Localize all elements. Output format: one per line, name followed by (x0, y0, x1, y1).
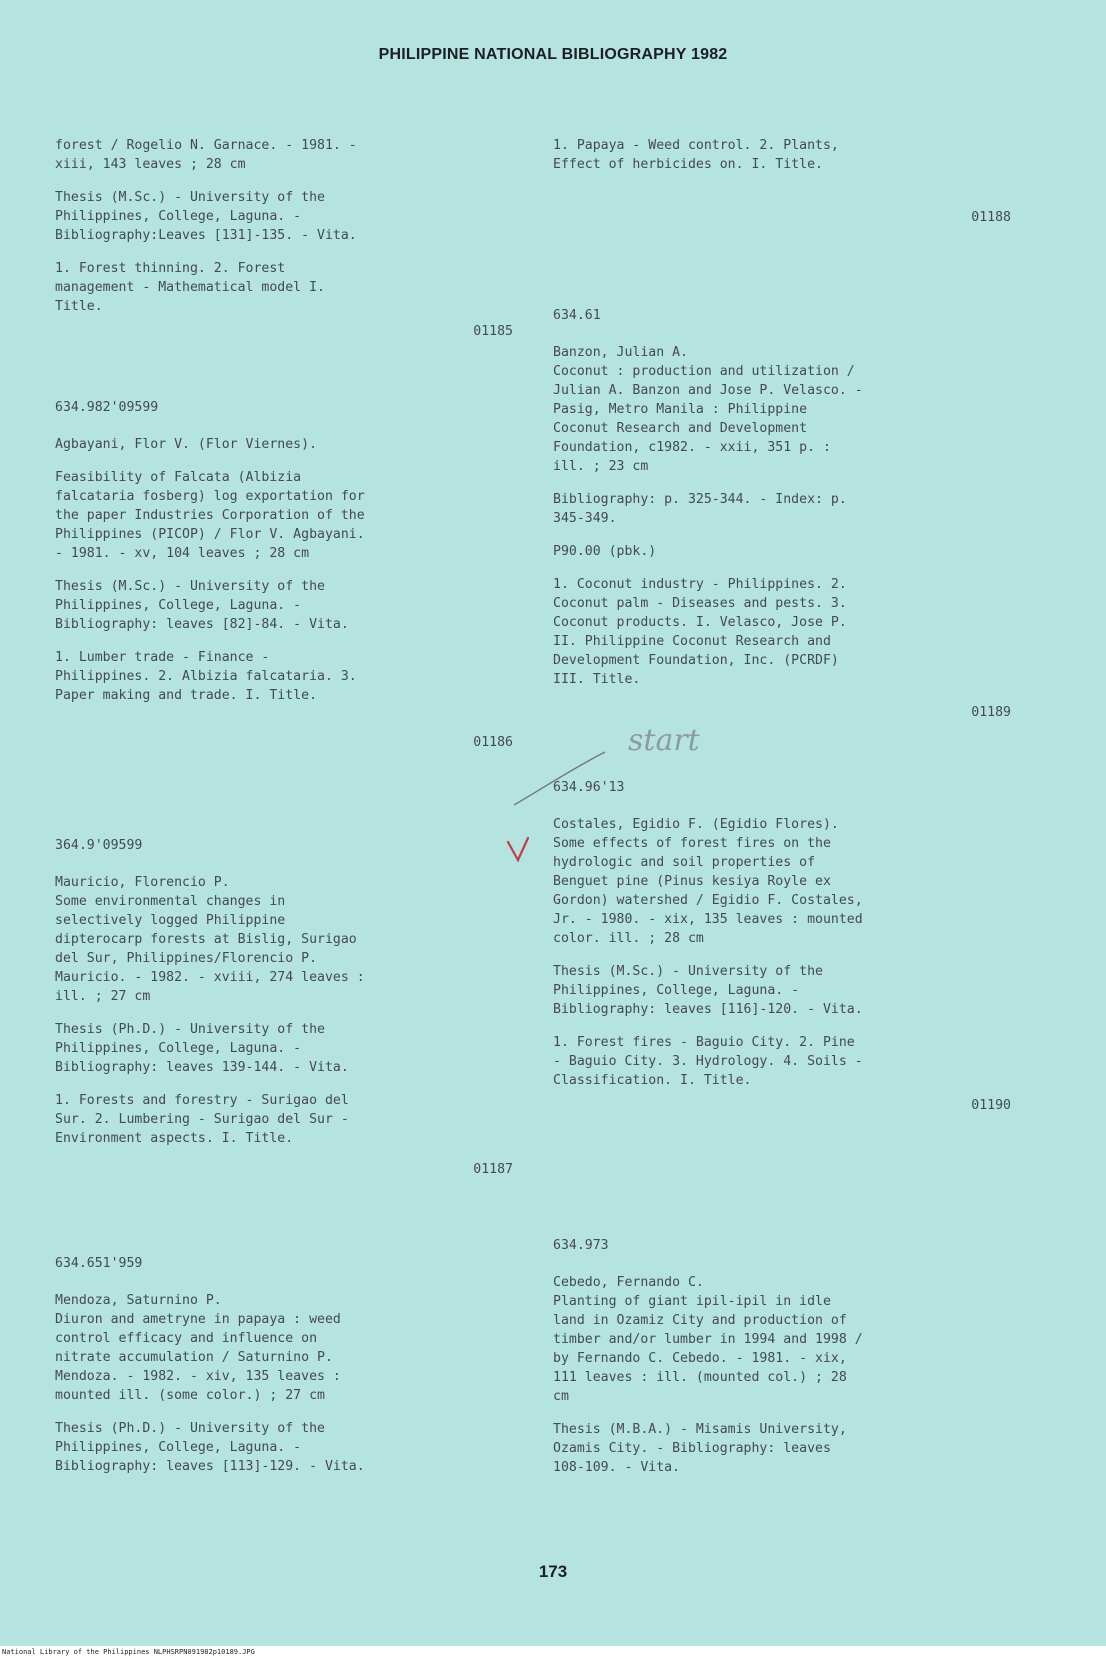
entry-01187 (55, 836, 515, 1179)
entry-note: Thesis (M.Sc.) - University of the Philippines, College, Laguna. - Bibliography:Leaves [131]-135. - Vita. (55, 190, 357, 243)
red-check-mark-icon (508, 838, 528, 860)
entry-01186 (55, 398, 515, 752)
entry-number: 01187 (473, 1162, 513, 1177)
entry-description: Banzon, Julian A. Coconut : production and utilization / Julian A. Banzon and Jose P. Velasco. - Pasig, Metro Manila : Philippine Coconut Research and Development Foundation, c1982. - xxii, 351 p. : ill. ; 23 cm (553, 345, 863, 474)
pencil-stroke (514, 752, 605, 805)
entry-note: Thesis (Ph.D.) - University of the Philippines, College, Laguna. - Bibliography: leaves [113]-129. - Vita. (55, 1421, 365, 1474)
entry-01191 (553, 1236, 1013, 1491)
call-number: 634.96'13 (553, 780, 625, 795)
call-number: 634.982'09599 (55, 400, 159, 415)
entry-note: Thesis (M.Sc.) - University of the Philippines, College, Laguna. - Bibliography: leaves [82]-84. - Vita. (55, 579, 349, 632)
entry-price: P90.00 (pbk.) (553, 544, 657, 559)
handwritten-start-annotation (500, 720, 720, 870)
entry-number: 01185 (473, 324, 513, 339)
footer-strip (0, 1646, 1106, 1658)
entry-subjects: 1. Lumber trade - Finance - Philippines. 2. Albizia falcataria. 3. Paper making and trade. I. Title. (55, 650, 357, 703)
entry-author: Agbayani, Flor V. (Flor Viernes). (55, 437, 318, 452)
entry-01185 (55, 136, 515, 341)
entry-subjects: 1. Forests and forestry - Surigao del Sur. 2. Lumbering - Surigao del Sur - Environment aspects. I. Title. (55, 1093, 349, 1146)
entry-description: Mauricio, Florencio P. Some environmental changes in selectively logged Philippine dipterocarp forests at Bislig, Surigao del Sur, Philippines/Florencio P. Mauricio. - 1982. - xviii, 274 leaves : ill. ; 27 cm (55, 875, 365, 1004)
entry-description: Costales, Egidio F. (Egidio Flores). Some effects of forest fires on the hydrologic and soil properties of Benguet pine (Pinus kesiya Royle ex Gordon) watershed / Egidio F. Costales, Jr. - 1980. - xix, 135 leaves : mounted color. ill. ; 28 cm (553, 817, 863, 946)
entry-note: Thesis (Ph.D.) - University of the Philippines, College, Laguna. - Bibliography: leaves 139-144. - Vita. (55, 1022, 349, 1075)
entry-subjects: 1. Forest thinning. 2. Forest management - Mathematical model I. Title. (55, 261, 325, 314)
call-number: 634.973 (553, 1238, 609, 1253)
call-number: 634.61 (553, 308, 601, 323)
entry-number: 01190 (971, 1098, 1011, 1113)
entry-subjects: 1. Papaya - Weed control. 2. Plants, Effect of herbicides on. I. Title. (553, 138, 839, 172)
entry-note: Thesis (M.Sc.) - University of the Philippines, College, Laguna. - Bibliography: leaves [116]-120. - Vita. (553, 964, 863, 1017)
entry-01188-continued (553, 136, 1013, 227)
entry-note: Bibliography: p. 325-344. - Index: p. 345-349. (553, 492, 847, 526)
entry-note: Thesis (M.B.A.) - Misamis University, Ozamis City. - Bibliography: leaves 108-109. - Vita. (553, 1422, 847, 1475)
call-number: 634.651'959 (55, 1256, 143, 1271)
footer-source-text: National Library of the Philippines NLPHSRPN091982p10189.JPG (2, 1648, 255, 1656)
entry-description: Mendoza, Saturnino P. Diuron and ametryne in papaya : weed control efficacy and influence on nitrate accumulation / Saturnino P. Mendoza. - 1982. - xiv, 135 leaves : mounted ill. (some color.) ; 27 cm (55, 1293, 341, 1403)
entry-number: 01189 (971, 705, 1011, 720)
page-header: PHILIPPINE NATIONAL BIBLIOGRAPHY 1982 (378, 46, 728, 63)
entry-number: 01186 (473, 735, 513, 750)
entry-number: 01188 (971, 210, 1011, 225)
call-number: 364.9'09599 (55, 838, 143, 853)
entry-description: Cebedo, Fernando C. Planting of giant ipil-ipil in idle land in Ozamiz City and production of timber and/or lumber in 1994 and 1998 / by Fernando C. Cebedo. - 1981. - xix, 111 leaves : ill. (mounted col.) ; 28 cm (553, 1275, 863, 1404)
entry-subjects: 1. Coconut industry - Philippines. 2. Coconut palm - Diseases and pests. 3. Coconut products. I. Velasco, Jose P. II. Philippine Coconut Research and Development Foundation, Inc. (PCRDF) III. Title. (553, 577, 847, 687)
page-number: 173 (538, 1562, 568, 1581)
entry-01188 (55, 1254, 515, 1490)
entry-description: Feasibility of Falcata (Albizia falcataria fosberg) log exportation for the paper Industries Corporation of the Philippines (PICOP) / Flor V. Agbayani. - 1981. - xv, 104 leaves ; 28 cm (55, 470, 365, 561)
entry-01189 (553, 306, 1013, 722)
handwritten-start-text: start (628, 723, 700, 758)
entry-description: forest / Rogelio N. Garnace. - 1981. - xiii, 143 leaves ; 28 cm (55, 138, 357, 172)
entry-subjects: 1. Forest fires - Baguio City. 2. Pine - Baguio City. 3. Hydrology. 4. Soils - Classification. I. Title. (553, 1035, 863, 1088)
